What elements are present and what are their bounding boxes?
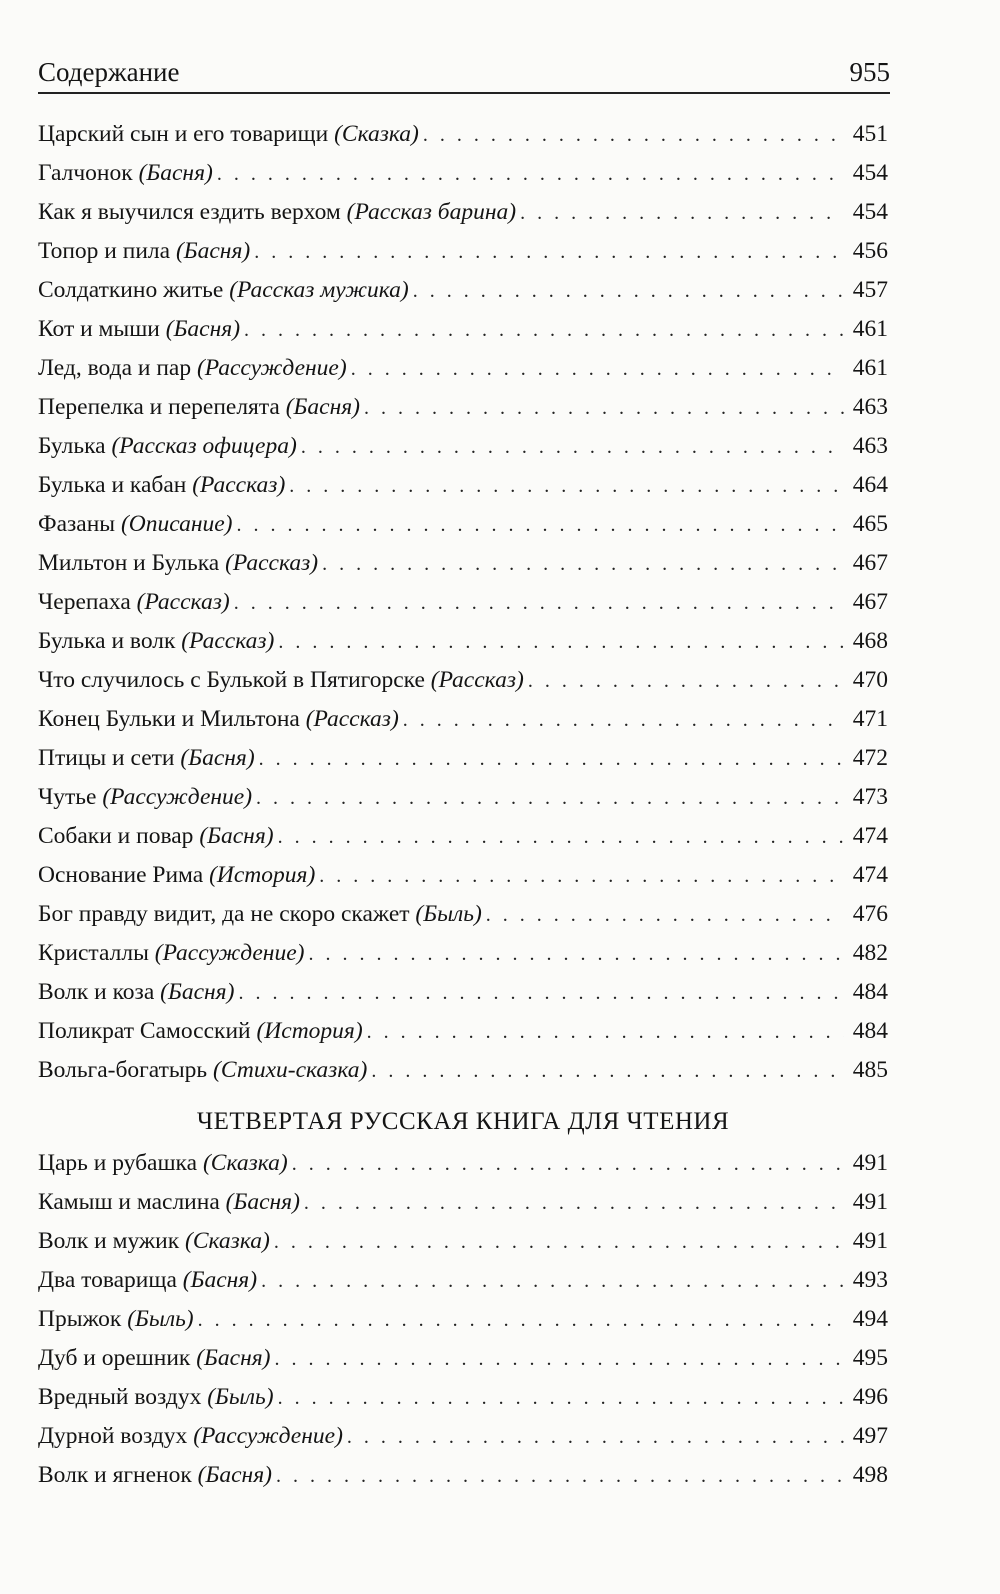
toc-entry-title — [38, 427, 297, 466]
entry-genre: (История) — [256, 1018, 363, 1044]
entry-genre: (Рассказ) — [305, 706, 399, 732]
toc-entry-title — [38, 817, 274, 856]
toc-entry — [38, 349, 888, 388]
entry-page-number: 491 — [852, 1189, 888, 1215]
toc-section-1 — [38, 115, 888, 1090]
entry-title-text: Булька — [38, 433, 106, 459]
toc-entry — [38, 544, 888, 583]
toc-entry — [38, 817, 888, 856]
dot-leader — [319, 857, 844, 896]
entry-title-text: Что случилось с Булькой в Пятигорске — [38, 667, 425, 693]
dot-leader — [237, 506, 845, 545]
entry-title-text: Волк и мужик — [38, 1228, 180, 1254]
entry-title-text: Конец Бульки и Мильтона — [38, 706, 300, 732]
entry-page-number: 476 — [852, 901, 888, 927]
entry-page-number: 454 — [852, 199, 888, 225]
entry-page-number: 463 — [852, 433, 888, 459]
toc-entry — [38, 973, 888, 1012]
entry-title-text: Фазаны — [38, 511, 116, 537]
toc-entry-title — [38, 778, 252, 817]
toc-entry — [38, 115, 888, 154]
entry-page-number: 457 — [852, 277, 888, 303]
toc-entry — [38, 505, 888, 544]
entry-page-number: 471 — [852, 706, 888, 732]
toc-entry — [38, 622, 888, 661]
toc-entry-title — [38, 1222, 270, 1261]
toc-entry-title — [38, 973, 234, 1012]
toc-entry — [38, 1456, 888, 1495]
dot-leader — [198, 1301, 844, 1340]
dot-leader — [278, 623, 844, 662]
dot-leader — [244, 311, 844, 350]
entry-title-text: Птицы и сети — [38, 745, 175, 771]
toc-entry — [38, 466, 888, 505]
toc-entry-title — [38, 1339, 271, 1378]
entry-genre: (Быль) — [415, 901, 482, 927]
toc-entry-title — [38, 1051, 367, 1090]
toc-entry-title — [38, 271, 409, 310]
entry-genre: (Басня) — [197, 1462, 272, 1488]
entry-page-number: 485 — [852, 1057, 888, 1083]
entry-title-text: Вольга-богатырь — [38, 1057, 208, 1083]
toc-entry-title — [38, 856, 315, 895]
entry-page-number: 461 — [852, 355, 888, 381]
dot-leader — [278, 818, 844, 857]
entry-genre: (Басня) — [160, 979, 235, 1005]
entry-page-number: 474 — [852, 862, 888, 888]
toc-entry — [38, 1144, 888, 1183]
toc-entry — [38, 310, 888, 349]
dot-leader — [413, 272, 844, 311]
dot-leader — [322, 545, 844, 584]
toc-entry-title — [38, 739, 255, 778]
toc-entry-title — [38, 310, 240, 349]
toc-entry — [38, 583, 888, 622]
toc-entry — [38, 388, 888, 427]
running-head — [38, 54, 890, 90]
toc-entry — [38, 232, 888, 271]
toc-entry — [38, 1261, 888, 1300]
entry-genre: (Рассказ мужика) — [229, 277, 409, 303]
entry-title-text: Волк и коза — [38, 979, 155, 1005]
entry-title-text: Дурной воздух — [38, 1423, 188, 1449]
entry-genre: (Басня) — [165, 316, 241, 342]
entry-title-text: Булька и волк — [38, 628, 176, 654]
entry-page-number: 467 — [852, 550, 888, 576]
dot-leader — [304, 1184, 844, 1223]
toc-entry-title — [38, 1261, 257, 1300]
dot-leader — [276, 1457, 844, 1496]
entry-page-number: 482 — [852, 940, 888, 966]
toc-entry-title — [38, 622, 274, 661]
entry-page-number: 472 — [852, 745, 888, 771]
entry-page-number: 473 — [852, 784, 888, 810]
entry-page-number: 461 — [852, 316, 888, 342]
entry-genre: (Рассказ) — [430, 667, 524, 693]
toc-entry-title — [38, 1456, 272, 1495]
entry-title-text: Булька и кабан — [38, 472, 187, 498]
entry-page-number: 491 — [852, 1228, 888, 1254]
entry-page-number: 470 — [852, 667, 888, 693]
toc-entry-title — [38, 115, 419, 154]
entry-title-text: Основание Рима — [38, 862, 204, 888]
dot-leader — [403, 701, 844, 740]
dot-leader — [528, 662, 844, 701]
toc-entry — [38, 1183, 888, 1222]
toc-entry-title — [38, 193, 516, 232]
entry-genre: (Басня) — [196, 1345, 271, 1371]
running-head-page-number: 955 — [849, 57, 890, 87]
entry-genre: (Рассуждение) — [193, 1423, 343, 1449]
entry-genre: (Рассказ) — [225, 550, 319, 576]
entry-genre: (Сказка) — [202, 1150, 288, 1176]
toc-entry-title — [38, 349, 347, 388]
entry-title-text: Дуб и орешник — [38, 1345, 191, 1371]
entry-page-number: 454 — [852, 160, 888, 186]
toc-entry — [38, 700, 888, 739]
entry-title-text: Вредный воздух — [38, 1384, 202, 1410]
entry-page-number: 484 — [852, 979, 888, 1005]
entry-genre: (Басня) — [180, 745, 255, 771]
entry-page-number: 484 — [852, 1018, 888, 1044]
dot-leader — [278, 1379, 844, 1418]
entry-title-text: Царский сын и его товарищи — [38, 121, 329, 147]
toc-entry — [38, 1012, 888, 1051]
toc-entry — [38, 895, 888, 934]
entry-title-text: Лед, вода и пар — [38, 355, 192, 381]
entry-title-text: Кот и мыши — [38, 316, 160, 342]
dot-leader — [261, 1262, 844, 1301]
entry-page-number: 494 — [852, 1306, 888, 1332]
toc-entry-title — [38, 1183, 300, 1222]
entry-page-number: 456 — [852, 238, 888, 264]
entry-page-number: 495 — [852, 1345, 888, 1371]
entry-page-number: 465 — [852, 511, 888, 537]
toc-entry — [38, 154, 888, 193]
dot-leader — [217, 155, 844, 194]
toc-entry-title — [38, 661, 524, 700]
toc-entry — [38, 193, 888, 232]
toc-entry — [38, 427, 888, 466]
toc-entry-title — [38, 700, 399, 739]
entry-page-number: 497 — [852, 1423, 888, 1449]
dot-leader — [347, 1418, 844, 1457]
toc-entry — [38, 739, 888, 778]
entry-page-number: 498 — [852, 1462, 888, 1488]
toc-entry-title — [38, 934, 304, 973]
toc-entry-title — [38, 544, 318, 583]
dot-leader — [367, 1013, 844, 1052]
dot-leader — [351, 350, 844, 389]
entry-genre: (Басня) — [175, 238, 251, 264]
toc-entry — [38, 778, 888, 817]
dot-leader — [486, 896, 844, 935]
entry-genre: (Басня) — [225, 1189, 300, 1215]
toc-entry — [38, 1339, 888, 1378]
table-of-contents — [38, 115, 888, 1495]
entry-title-text: Два товарища — [38, 1267, 177, 1293]
entry-page-number: 463 — [852, 394, 888, 420]
entry-title-text: Собаки и повар — [38, 823, 194, 849]
toc-entry-title — [38, 466, 285, 505]
entry-genre: (Стихи-сказка) — [213, 1057, 368, 1083]
entry-genre: (Быль) — [127, 1306, 194, 1332]
entry-title-text: Мильтон и Булька — [38, 550, 220, 576]
toc-entry — [38, 1378, 888, 1417]
dot-leader — [292, 1145, 844, 1184]
entry-title-text: Перепелка и перепелята — [38, 394, 280, 420]
entry-title-text: Солдаткино житье — [38, 277, 224, 303]
entry-page-number: 474 — [852, 823, 888, 849]
entry-genre: (Рассказ офицера) — [111, 433, 297, 459]
entry-title-text: Бог правду видит, да не скоро скажет — [38, 901, 410, 927]
dot-leader — [274, 1223, 844, 1262]
toc-entry-title — [38, 1378, 274, 1417]
dot-leader — [301, 428, 844, 467]
dot-leader — [256, 779, 844, 818]
toc-entry — [38, 1051, 888, 1090]
toc-entry — [38, 934, 888, 973]
toc-entry-title — [38, 1417, 343, 1456]
entry-genre: (Рассказ) — [192, 472, 286, 498]
entry-title-text: Топор и пила — [38, 238, 171, 264]
toc-entry — [38, 271, 888, 310]
dot-leader — [234, 584, 844, 623]
entry-genre: (Описание) — [120, 511, 233, 537]
toc-entry — [38, 856, 888, 895]
entry-page-number: 467 — [852, 589, 888, 615]
entry-genre: (Рассказ) — [136, 589, 230, 615]
toc-entry-title — [38, 154, 213, 193]
dot-leader — [275, 1340, 844, 1379]
entry-genre: (История) — [209, 862, 316, 888]
entry-genre: (Басня) — [138, 160, 213, 186]
toc-entry-title — [38, 232, 250, 271]
toc-entry — [38, 1417, 888, 1456]
entry-genre: (Рассказ) — [181, 628, 275, 654]
entry-page-number: 451 — [852, 121, 888, 147]
entry-title-text: Камыш и маслина — [38, 1189, 220, 1215]
entry-title-text: Чутье — [38, 784, 97, 810]
toc-entry-title — [38, 1300, 194, 1339]
entry-genre: (Рассуждение) — [102, 784, 253, 810]
entry-title-text: Как я выучился ездить верхом — [38, 199, 341, 225]
dot-leader — [238, 974, 844, 1013]
dot-leader — [371, 1052, 844, 1091]
entry-genre: (Сказка) — [334, 121, 419, 147]
entry-genre: (Рассказ барина) — [346, 199, 517, 225]
toc-entry — [38, 1222, 888, 1261]
entry-page-number: 464 — [852, 472, 888, 498]
dot-leader — [364, 389, 844, 428]
entry-title-text: Царь и рубашка — [38, 1150, 198, 1176]
dot-leader — [289, 467, 844, 506]
dot-leader — [423, 116, 844, 155]
toc-entry-title — [38, 505, 233, 544]
toc-entry-title — [38, 583, 230, 622]
toc-section-2 — [38, 1144, 888, 1495]
entry-genre: (Рассуждение) — [154, 940, 305, 966]
entry-genre: (Басня) — [182, 1267, 258, 1293]
entry-page-number: 493 — [852, 1267, 888, 1293]
entry-genre: (Басня) — [199, 823, 274, 849]
toc-entry-title — [38, 388, 360, 427]
toc-entry-title — [38, 895, 482, 934]
entry-genre: (Рассуждение) — [196, 355, 347, 381]
entry-genre: (Сказка) — [185, 1228, 270, 1254]
entry-title-text: Черепаха — [38, 589, 131, 615]
entry-page-number: 496 — [852, 1384, 888, 1410]
dot-leader — [520, 194, 844, 233]
toc-entry — [38, 1300, 888, 1339]
running-head-title: Содержание — [38, 57, 180, 87]
section-heading: ЧЕТВЕРТАЯ РУССКАЯ КНИГА ДЛЯ ЧТЕНИЯ — [196, 1108, 730, 1135]
entry-genre: (Быль) — [207, 1384, 274, 1410]
entry-title-text: Прыжок — [38, 1306, 122, 1332]
header-rule — [38, 92, 890, 94]
dot-leader — [259, 740, 844, 779]
entry-page-number: 491 — [852, 1150, 888, 1176]
toc-entry-title — [38, 1144, 288, 1183]
dot-leader — [308, 935, 844, 974]
entry-title-text: Волк и ягненок — [38, 1462, 192, 1488]
toc-entry-title — [38, 1012, 363, 1051]
entry-title-text: Поликрат Самосский — [38, 1018, 251, 1044]
dot-leader — [254, 233, 844, 272]
entry-title-text: Галчонок — [38, 160, 133, 186]
entry-title-text: Кристаллы — [38, 940, 149, 966]
toc-entry — [38, 661, 888, 700]
entry-page-number: 468 — [852, 628, 888, 654]
entry-genre: (Басня) — [285, 394, 361, 420]
